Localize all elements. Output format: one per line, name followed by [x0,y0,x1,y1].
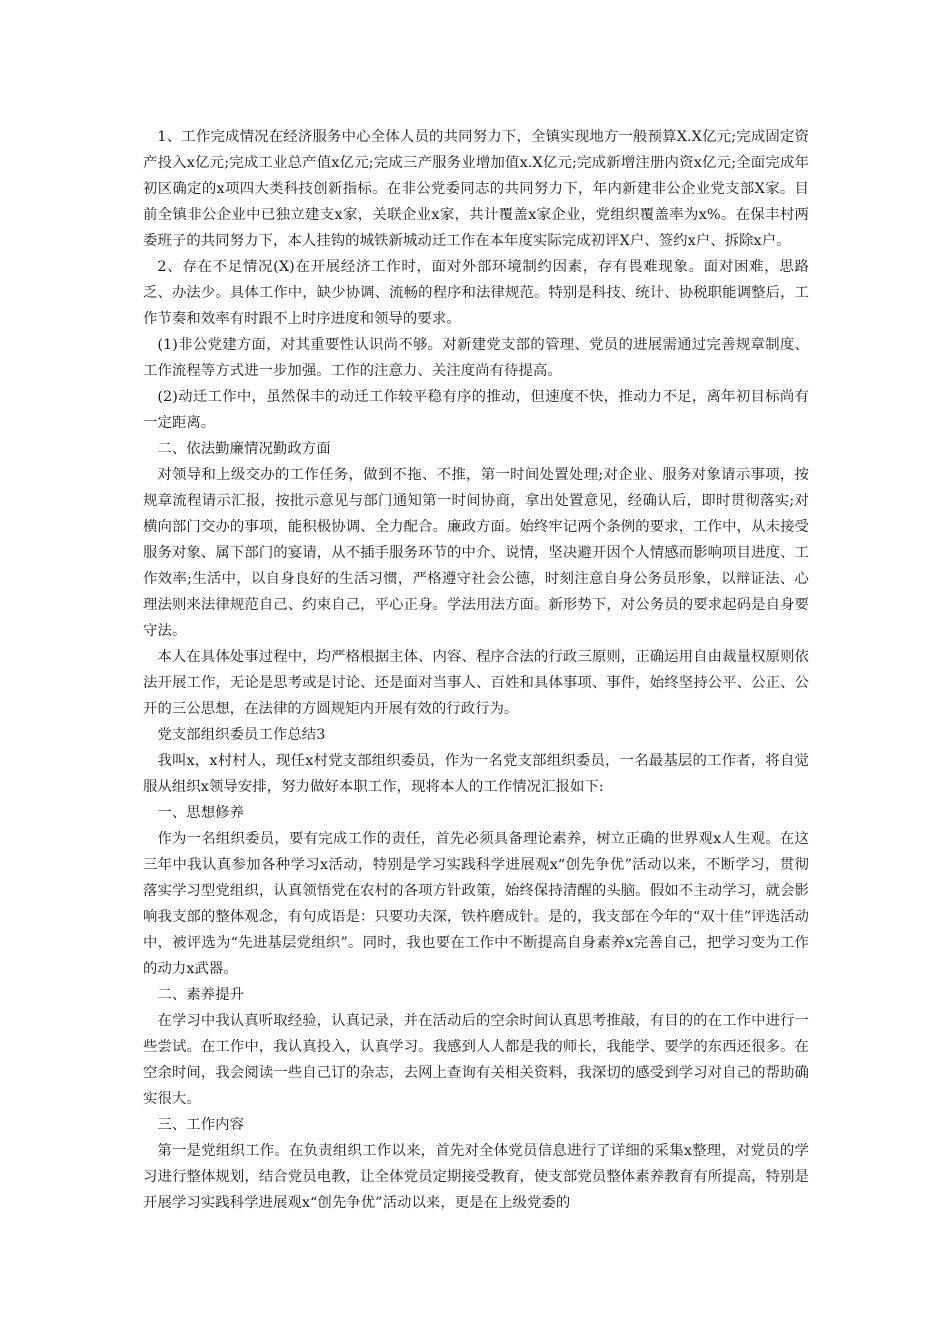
paragraph-work-completion: 1、工作完成情况在经济服务中心全体人员的共同努力下，全镇实现地方一般预算X.X亿元;完成固定资产投入x亿元;完成工业总产值x亿元;完成三产服务业增加值x.X亿元;完成新增注册内资x亿元;全面完成年初区确定的x项四大类科技创新指标。在非公党委同志的共同努力下，年内新建非公企业党支部X家。目前全镇非公企业中已独立建支x家，关联企业x家，共计覆盖x家企业，党组织覆盖率为x%。在保丰村两委班子的共同努力下，本人挂钩的城铁新城动迁工作在本年度实际完成初评X户、签约x户、拆除x户。 [143,129,809,249]
paragraph-introduction: 我叫x，x村村人，现任x村党支部组织委员，作为一名党支部组织委员，一名最基层的工作者，将自觉服从组织x领导安排，努力做好本职工作，现将本人的工作情况汇报如下: [143,753,809,795]
heading-quality: 二、素养提升 [157,987,245,1003]
heading-ideology: 一、思想修养 [157,805,245,821]
document-body [143,124,809,1216]
paragraph-shortcomings: 2、存在不足情况(X)在开展经济工作时，面对外部环境制约因素，存有畏难现象。面对困难，思路乏、办法少。具体工作中，缺少协调、流畅的程序和法律规范。特别是科技、统计、协税职能调整后，工作节奏和效率有时跟不上时序进度和领导的要求。 [143,259,809,327]
paragraph-party-building: (1)非公党建方面，对其重要性认识尚不够。对新建党支部的管理、党员的进展需通过完善规章制度、工作流程等方式进一步加强。工作的注意力、关注度尚有待提高。 [143,337,809,379]
heading-summary-3: 党支部组织委员工作总结3 [157,727,326,743]
paragraph-work-content: 第一是党组织工作。在负责组织工作以来，首先对全体党员信息进行了详细的采集x整理，对党员的学习进行整体规划，结合党员电教，让全体党员定期接受教育，使支部党员整体素养教育有所提高，特别是开展学习实践科学进展观x“创先争优”活动以来，更是在上级党委的 [143,1143,809,1211]
paragraph-quality: 在学习中我认真听取经验，认真记录，并在活动后的空余时间认真思考推敲，有目的的在工作中进行一些尝试。在工作中，我认真投入，认真学习。我感到人人都是我的师长，我能学、要学的东西还很多。在空余时间，我会阅读一些自己订的杂志，去网上查询有关相关资料，我深切的感受到学习对自己的帮助确实很大。 [143,1013,809,1107]
paragraph-lawful-administration: 本人在具体处事过程中，均严格根据主体、内容、程序合法的行政三原则，正确运用自由裁量权原则依法开展工作，无论是思考或是讨论、还是面对当事人、百姓和具体事项、事件，始终坚持公平、公正、公开的三公思想，在法律的方圆规矩内开展有效的行政行为。 [143,649,809,717]
heading-integrity: 二、依法勤廉情况勤政方面 [157,441,331,457]
heading-work-content: 三、工作内容 [157,1117,245,1133]
paragraph-diligence: 对领导和上级交办的工作任务，做到不拖、不推，第一时间处置处理;对企业、服务对象请示事项，按规章流程请示汇报，按批示意见与部门通知第一时间协商，拿出处置意见，经确认后，即时贯彻落实;对横向部门交办的事项，能积极协调、全力配合。廉政方面。始终牢记两个条例的要求，工作中，从未接受服务对象、属下部门的宴请，从不插手服务环节的中介、说情，坚决避开因个人情感而影响项目进度、工作效率;生活中，以自身良好的生活习惯，严格遵守社会公德，时刻注意自身公务员形象，以辩证法、心理法则来法律规范自己、约束自己，平心正身。学法用法方面。新形势下，对公务员的要求起码是自身要守法。 [143,467,809,639]
paragraph-ideology: 作为一名组织委员，要有完成工作的责任，首先必须具备理论素养，树立正确的世界观x人生观。在这三年中我认真参加各种学习x活动，特别是学习实践科学进展观x“创先争优”活动以来，不断学习，贯彻落实学习型党组织，认真领悟党在农村的各项方针政策，始终保持清醒的头脑。假如不主动学习，就会影响我支部的整体观念，有句成语是：只要功夫深，铁杵磨成针。是的，我支部在今年的“双十佳”评选活动中，被评选为“先进基层党组织”。同时，我也要在工作中不断提高自身素养x完善自己，把学习变为工作的动力x武器。 [143,831,809,977]
paragraph-relocation: (2)动迁工作中，虽然保丰的动迁工作较平稳有序的推动，但速度不快，推动力不足，离年初目标尚有一定距离。 [143,389,809,431]
